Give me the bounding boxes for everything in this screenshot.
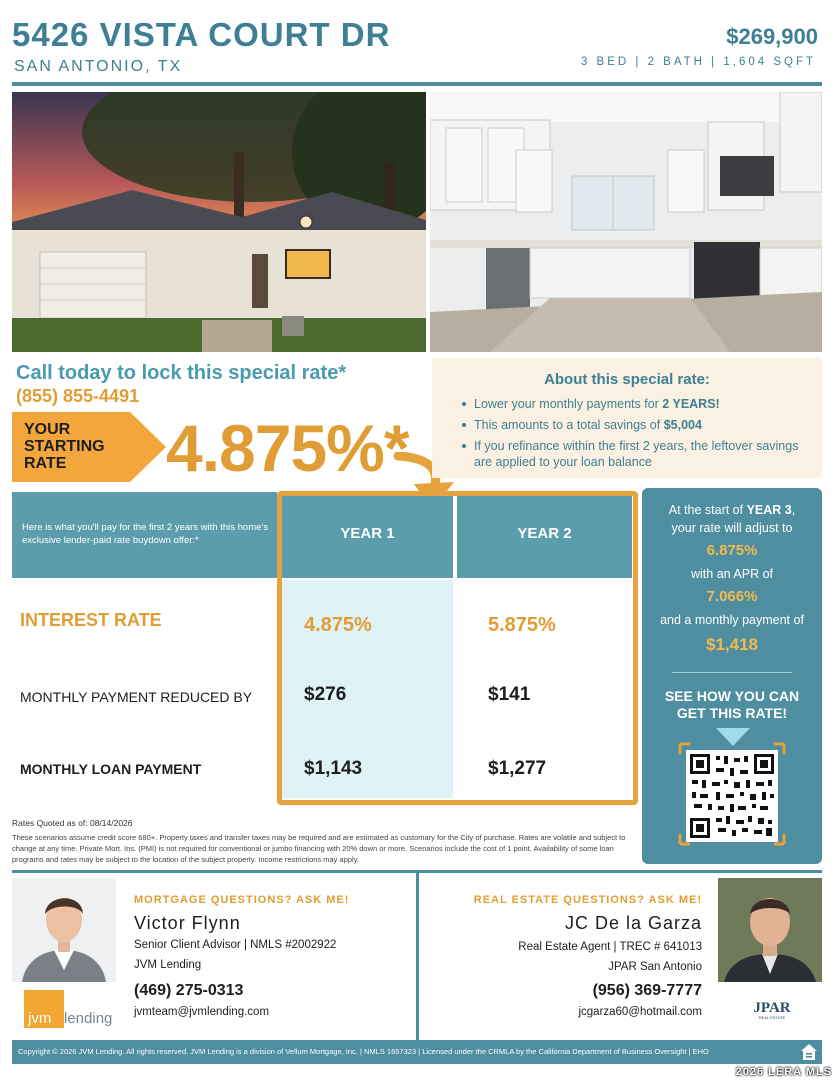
footer-bar (12, 1040, 822, 1064)
header-rule (12, 82, 822, 86)
lender-title: Senior Client Advisor | NMLS #2002922 (134, 939, 337, 951)
about-rate-box (432, 358, 822, 478)
interest-rate-year2: 5.875% (488, 614, 556, 636)
agent-company: JPAR San Antonio (608, 961, 702, 973)
year3-line2: your rate will adjust to (671, 521, 793, 535)
jpar-logo-text: JPAR (753, 1000, 791, 1016)
qr-code[interactable] (678, 728, 786, 846)
disclaimer-text: These scenarios assume credit score 680+. Property taxes and transfer taxes may be required and are estimated as customary for the City of purchase. Rates are volatile and subject to change at any time. Private Mort. Ins. (PMI) is not required for conventional or jumbo financing with 20% down or more. Scenarios include the cost of 1 point. Availability of some loan programs and rates may be subject to the location of the subject property. Income restrictions may apply. (12, 833, 626, 864)
interest-rate-year1: 4.875% (304, 614, 372, 636)
lending-logo-text: lending (64, 1010, 112, 1027)
call-today-text: Call today to lock this special rate* (16, 362, 347, 384)
loan-payment-year2: $1,277 (488, 758, 547, 779)
lender-company: JVM Lending (134, 959, 202, 971)
about-item-3: If you refinance within the first 2 years, the leftover savings are applied to your loan balance (474, 439, 799, 469)
about-rate-title: About this special rate: (544, 371, 710, 388)
about-item-2: This amounts to a total savings of $5,004 (474, 418, 702, 432)
year1-header-label: YEAR 1 (340, 525, 395, 542)
starting-rate-label-line1: YOUR (24, 421, 71, 438)
year3-line1: At the start of YEAR 3, (668, 503, 796, 517)
house-exterior-photo (12, 92, 426, 352)
year3-payment: $1,418 (706, 635, 758, 654)
lender-email[interactable]: jvmteam@jvmlending.com (134, 1006, 270, 1018)
lender-avatar (12, 878, 116, 982)
loan-payment-label: MONTHLY LOAN PAYMENT (20, 761, 202, 777)
agent-name: JC De la Garza (564, 913, 702, 933)
footer-copyright: Copyright © 2026 JVM Lending. All rights reserved. JVM Lending is a division of Vellum Mortgage, Inc. | NMLS 1657323 | Licensed under the CRMLA by the California Department of Business Oversight | EHO (18, 1047, 709, 1056)
bullet-icon (462, 444, 466, 448)
year3-line4: and a monthly payment of (660, 613, 804, 627)
agent-heading: REAL ESTATE QUESTIONS? ASK ME! (473, 894, 702, 906)
property-city: SAN ANTONIO, TX (14, 58, 183, 75)
lender-heading: MORTGAGE QUESTIONS? ASK ME! (134, 894, 350, 906)
promo-phone-number[interactable]: (855) 855-4491 (16, 386, 140, 406)
loan-payment-year1: $1,143 (304, 758, 363, 779)
rates-quoted-date: Rates Quoted as of: 08/14/2026 (12, 818, 133, 828)
agent-title: Real Estate Agent | TREC # 641013 (518, 941, 702, 953)
agent-avatar (718, 878, 822, 982)
payment-reduced-year2: $141 (488, 684, 531, 705)
bullet-icon (462, 423, 466, 427)
starting-rate-label-line2: STARTING (24, 438, 105, 455)
lender-phone[interactable]: (469) 275-0313 (134, 982, 244, 999)
contact-divider (416, 870, 419, 1040)
agent-phone[interactable]: (956) 369-7777 (592, 982, 702, 999)
year3-divider (672, 672, 792, 673)
table-intro-text: Here is what you'll pay for the first 2 years with this home's exclusive lender-paid rate buydown offer:* (22, 522, 268, 546)
bullet-icon (462, 402, 466, 406)
jpar-logo-subtext: REAL ESTATE (758, 1015, 786, 1020)
mls-watermark: 2026 LERA MLS (735, 1066, 832, 1078)
kitchen-photo (430, 92, 822, 352)
jpar-logo (752, 994, 792, 1022)
property-price: $269,900 (726, 24, 818, 49)
payment-reduced-year1: $276 (304, 684, 347, 705)
year3-apr: 7.066% (706, 588, 758, 605)
interest-rate-label: INTEREST RATE (20, 610, 162, 630)
see-how-cta[interactable] (642, 688, 822, 722)
payment-reduced-label: MONTHLY PAYMENT REDUCED BY (20, 689, 253, 705)
lender-name: Victor Flynn (134, 913, 241, 933)
year2-header-label: YEAR 2 (517, 525, 572, 542)
year3-line3: with an APR of (691, 567, 773, 581)
agent-email[interactable]: jcgarza60@hotmail.com (578, 1006, 702, 1018)
starting-rate-label-line3: RATE (24, 455, 67, 472)
see-how-cta-line1: SEE HOW YOU CAN (664, 688, 800, 704)
property-address: 5426 VISTA COURT DR (12, 16, 391, 53)
starting-rate-label (24, 421, 105, 472)
equal-housing-icon (800, 1043, 818, 1061)
starting-rate-value: 4.875%* (166, 411, 409, 485)
year3-new-rate: 6.875% (706, 542, 758, 559)
see-how-cta-line2: GET THIS RATE! (676, 705, 788, 721)
about-item-1: Lower your monthly payments for 2 YEARS! (474, 397, 720, 411)
jvm-logo-text: jvm (28, 1010, 52, 1027)
property-specs: 3 BED | 2 BATH | 1,604 SQFT (580, 56, 816, 68)
jvm-lending-logo (22, 988, 112, 1030)
